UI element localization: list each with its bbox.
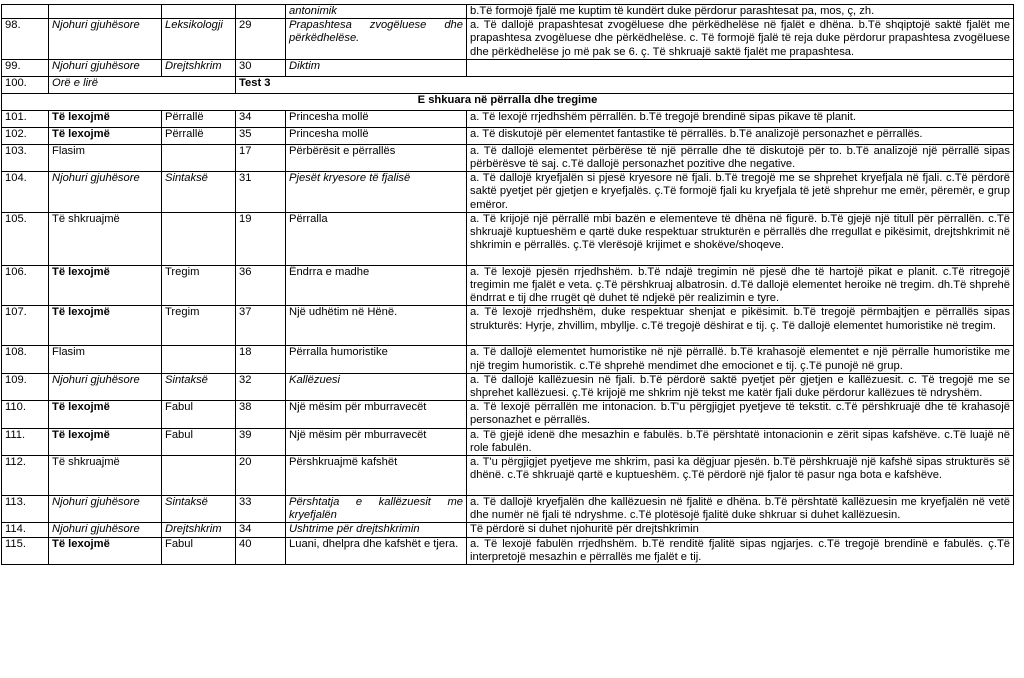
sub-area: Leksikologji bbox=[162, 19, 236, 60]
table-row bbox=[2, 496, 1014, 523]
subject-area: Të lexojmë bbox=[49, 306, 162, 346]
lesson-number: 107. bbox=[2, 306, 49, 346]
lesson-topic: Luani, dhelpra dhe kafshët e tjera. bbox=[286, 537, 467, 564]
learning-objectives: Të përdorë si duhet njohuritë për drejtshkrimin bbox=[467, 523, 1014, 537]
lesson-number: 109. bbox=[2, 373, 49, 400]
unit-number: 37 bbox=[236, 306, 286, 346]
sub-area: Tregim bbox=[162, 265, 236, 306]
lesson-topic: Kallëzuesi bbox=[286, 373, 467, 400]
sub-area bbox=[162, 144, 236, 171]
unit-number bbox=[236, 5, 286, 19]
unit-number: 33 bbox=[236, 496, 286, 523]
lesson-number: 104. bbox=[2, 172, 49, 213]
subject-area: Njohuri gjuhësore bbox=[49, 523, 162, 537]
section-header-row bbox=[2, 93, 1014, 110]
lesson-number: 108. bbox=[2, 346, 49, 373]
table-row bbox=[2, 127, 1014, 144]
table-row bbox=[2, 19, 1014, 60]
sub-area bbox=[162, 212, 236, 265]
sub-area: Tregim bbox=[162, 306, 236, 346]
subject-area: Orë e lirë bbox=[49, 76, 236, 93]
subject-area: Të shkruajmë bbox=[49, 212, 162, 265]
lesson-number: 113. bbox=[2, 496, 49, 523]
lesson-number: 105. bbox=[2, 212, 49, 265]
sub-area: Drejtshkrim bbox=[162, 59, 236, 76]
lesson-number: 114. bbox=[2, 523, 49, 537]
lesson-topic: Përralla humoristike bbox=[286, 346, 467, 373]
table-row bbox=[2, 5, 1014, 19]
lesson-topic: Përralla bbox=[286, 212, 467, 265]
subject-area: Të lexojmë bbox=[49, 110, 162, 127]
subject-area: Të lexojmë bbox=[49, 537, 162, 564]
lesson-topic: Përbërësit e përrallës bbox=[286, 144, 467, 171]
unit-number: 40 bbox=[236, 537, 286, 564]
learning-objectives: a. Të dallojë kryefjalën si pjesë kryesore në fjali. b.Të tregojë me se shprehet kryefjala në fjali. c.Të përdorë saktë pyetjet për gjetjen e kryefjalës. ç.Të formojë fjali ku kryefjala të jetë shprehur me emër, përemër, e grup emëror. bbox=[467, 172, 1014, 213]
subject-area: Njohuri gjuhësore bbox=[49, 373, 162, 400]
lesson-number: 102. bbox=[2, 127, 49, 144]
table-row bbox=[2, 373, 1014, 400]
subject-area: Të lexojmë bbox=[49, 428, 162, 455]
subject-area: Njohuri gjuhësore bbox=[49, 59, 162, 76]
learning-objectives: b.Të formojë fjalë me kuptim të kundërt duke përdorur parashtesat pa, mos, ç, zh. bbox=[467, 5, 1014, 19]
table-row bbox=[2, 212, 1014, 265]
lesson-number: 111. bbox=[2, 428, 49, 455]
lesson-topic: Prapashtesa zvogëluese dhe përkëdhelëse. bbox=[286, 19, 467, 60]
table-row bbox=[2, 537, 1014, 564]
lesson-plan-body bbox=[2, 5, 1014, 565]
sub-area: Fabul bbox=[162, 537, 236, 564]
lesson-topic: Një mësim për mburravecët bbox=[286, 428, 467, 455]
learning-objectives: a. Të lexojë pjesën rrjedhshëm. b.Të ndajë tregimin në pjesë dhe të hartojë pikat e planit. c.Të ritregojë tregimin me fjalët e veta. ç.Të përshkruaj albatrosin. d.Të dallojë elementet heroike në tregim. dh.Të shprehë ëndrrat e tij dhe rrugët që duhet të ndjekë për realizimin e tyre. bbox=[467, 265, 1014, 306]
sub-area: Drejtshkrim bbox=[162, 523, 236, 537]
lesson-number bbox=[2, 5, 49, 19]
sub-area: Përrallë bbox=[162, 110, 236, 127]
lesson-number: 100. bbox=[2, 76, 49, 93]
sub-area: Sintaksë bbox=[162, 496, 236, 523]
unit-number: 19 bbox=[236, 212, 286, 265]
lesson-topic: Diktim bbox=[286, 59, 467, 76]
subject-area: Të shkruajmë bbox=[49, 456, 162, 496]
lesson-plan-table bbox=[1, 4, 1014, 565]
table-row bbox=[2, 523, 1014, 537]
table-row bbox=[2, 401, 1014, 428]
unit-number: 29 bbox=[236, 19, 286, 60]
lesson-topic: Pjesët kryesore të fjalisë bbox=[286, 172, 467, 213]
learning-objectives: a. Të lexojë fabulën rrjedhshëm. b.Të renditë fjalitë sipas ngjarjes. c.Të tregojë brendinë e fabulës. ç.Të interpretojë mesazhin e përrallës me fjalët e tij. bbox=[467, 537, 1014, 564]
unit-number: 31 bbox=[236, 172, 286, 213]
subject-area: Flasim bbox=[49, 346, 162, 373]
lesson-number: 112. bbox=[2, 456, 49, 496]
unit-number: 30 bbox=[236, 59, 286, 76]
sub-area: Fabul bbox=[162, 428, 236, 455]
lesson-topic: Ëndrra e madhe bbox=[286, 265, 467, 306]
lesson-topic: Përshkruajmë kafshët bbox=[286, 456, 467, 496]
test-row bbox=[2, 76, 1014, 93]
subject-area: Njohuri gjuhësore bbox=[49, 19, 162, 60]
table-row bbox=[2, 144, 1014, 171]
sub-area: Sintaksë bbox=[162, 373, 236, 400]
lesson-number: 98. bbox=[2, 19, 49, 60]
lesson-number: 115. bbox=[2, 537, 49, 564]
sub-area bbox=[162, 5, 236, 19]
lesson-topic: Një udhëtim në Hënë. bbox=[286, 306, 467, 346]
unit-number: 36 bbox=[236, 265, 286, 306]
unit-number: 32 bbox=[236, 373, 286, 400]
lesson-number: 103. bbox=[2, 144, 49, 171]
sub-area bbox=[162, 346, 236, 373]
learning-objectives: a. Të lexojë rrjedhshëm përrallën. b.Të tregojë brendinë sipas pikave të planit. bbox=[467, 110, 1014, 127]
subject-area: Flasim bbox=[49, 144, 162, 171]
learning-objectives: a. Të dallojë kryefjalën dhe kallëzuesin në fjalitë e dhëna. b.Të përshtatë kallëzuesin me kryefjalën në vetë dhe numër në fjali të ndryshme. c.Të plotësojë fjalitë duke shkruar si duhet kallëzuesin. bbox=[467, 496, 1014, 523]
subject-area: Njohuri gjuhësore bbox=[49, 496, 162, 523]
unit-number: 18 bbox=[236, 346, 286, 373]
unit-number: 35 bbox=[236, 127, 286, 144]
learning-objectives: a. Të dallojë elementet përbërëse të një përralle dhe të diskutojë për to. b.Të analizojë një përrallë sipas përbërësve të saj. c.Të dallojë personazhet pozitive dhe negative. bbox=[467, 144, 1014, 171]
subject-area: Të lexojmë bbox=[49, 265, 162, 306]
lesson-number: 101. bbox=[2, 110, 49, 127]
lesson-topic: Princesha mollë bbox=[286, 127, 467, 144]
learning-objectives: a. Të lexojë përrallën me intonacion. b.T'u përgjigjet pyetjeve të tekstit. c.Të përshkruajë dhe të krahasojë personazhet e përrallës. bbox=[467, 401, 1014, 428]
unit-number: 34 bbox=[236, 523, 286, 537]
sub-area bbox=[162, 456, 236, 496]
table-row bbox=[2, 428, 1014, 455]
test-title: Test 3 bbox=[236, 76, 1014, 93]
learning-objectives: a. Të dallojë prapashtesat zvogëluese dhe përkëdhelëse në fjalët e dhëna. b.Të shqiptojë saktë fjalët me prapashtesa zvogëluese dhe përkëdhelëse. c. Të formojë fjalë të reja duke përdorur prapashtesa zvogëluese dhe përkëdhelëse jo më pak se 6. ç. Të shkruajë saktë fjalët me prapashtesa. bbox=[467, 19, 1014, 60]
subject-area bbox=[49, 5, 162, 19]
subject-area: Të lexojmë bbox=[49, 401, 162, 428]
lesson-topic: Një mësim për mburravecët bbox=[286, 401, 467, 428]
unit-number: 20 bbox=[236, 456, 286, 496]
sub-area: Sintaksë bbox=[162, 172, 236, 213]
lesson-topic: Përshtatja e kallëzuesit me kryefjalën bbox=[286, 496, 467, 523]
table-row bbox=[2, 110, 1014, 127]
sub-area: Përrallë bbox=[162, 127, 236, 144]
lesson-topic: antonimik bbox=[286, 5, 467, 19]
learning-objectives bbox=[467, 59, 1014, 76]
sub-area: Fabul bbox=[162, 401, 236, 428]
subject-area: Njohuri gjuhësore bbox=[49, 172, 162, 213]
learning-objectives: a. Të dallojë elementet humoristike në një përrallë. b.Të krahasojë elementet e një përralle humoristike me një tregim humoristik. c.Të shprehë mendimet dhe emocionet e tij. ç.Të punojë në grup. bbox=[467, 346, 1014, 373]
table-row bbox=[2, 306, 1014, 346]
lesson-topic: Ushtrime për drejtshkrimin bbox=[286, 523, 467, 537]
learning-objectives: a. Të lexojë rrjedhshëm, duke respektuar shenjat e pikësimit. b.Të tregojë përmbajtjen e përrallës sipas strukturës: Hyrje, zhvillim, mbyllje. c.Të tregojë dëshirat e tij. ç. Të dallojë elementet humoristike në tregim. bbox=[467, 306, 1014, 346]
lesson-number: 106. bbox=[2, 265, 49, 306]
unit-number: 38 bbox=[236, 401, 286, 428]
section-title: E shkuara në përralla dhe tregime bbox=[2, 93, 1014, 110]
table-row bbox=[2, 59, 1014, 76]
table-row bbox=[2, 456, 1014, 496]
learning-objectives: a. T'u përgjigjet pyetjeve me shkrim, pasi ka dëgjuar pjesën. b.Të përshkruajë një kafshë sipas strukturës së dhënë. c.Të shkruajë qartë e kuptueshëm. ç.Të përdorë një fjalor të pasur nga bota e kafshëve. bbox=[467, 456, 1014, 496]
unit-number: 17 bbox=[236, 144, 286, 171]
unit-number: 39 bbox=[236, 428, 286, 455]
subject-area: Të lexojmë bbox=[49, 127, 162, 144]
lesson-number: 110. bbox=[2, 401, 49, 428]
table-row bbox=[2, 346, 1014, 373]
learning-objectives: a. Të dallojë kallëzuesin në fjali. b.Të përdorë saktë pyetjet për gjetjen e kallëzuesit. c. Të tregojë me se shprehet kallëzuesi. ç.Të krijojë me shkrim një tekst me katër fjali duke përdorur kallëzues të ndryshëm. bbox=[467, 373, 1014, 400]
table-row bbox=[2, 172, 1014, 213]
unit-number: 34 bbox=[236, 110, 286, 127]
learning-objectives: a. Të krijojë një përrallë mbi bazën e elementeve të dhëna në figurë. b.Të gjejë një titull për përrallën. c.Të shkruajë kuptueshëm e qartë duke respektuar strukturën e përrallës dhe rregullat e pikësimit, drejtshkrimit në shkrimin e përrallës. ç.Të vlerësojë krijimet e shokëve/shoqeve. bbox=[467, 212, 1014, 265]
table-row bbox=[2, 265, 1014, 306]
lesson-number: 99. bbox=[2, 59, 49, 76]
learning-objectives: a. Të diskutojë për elementet fantastike të përrallës. b.Të analizojë personazhet e përrallës. bbox=[467, 127, 1014, 144]
learning-objectives: a. Të gjejë idenë dhe mesazhin e fabulës. b.Të përshtatë intonacionin e zërit sipas kafshëve. c.Të luajë në role fabulën. bbox=[467, 428, 1014, 455]
lesson-topic: Princesha mollë bbox=[286, 110, 467, 127]
